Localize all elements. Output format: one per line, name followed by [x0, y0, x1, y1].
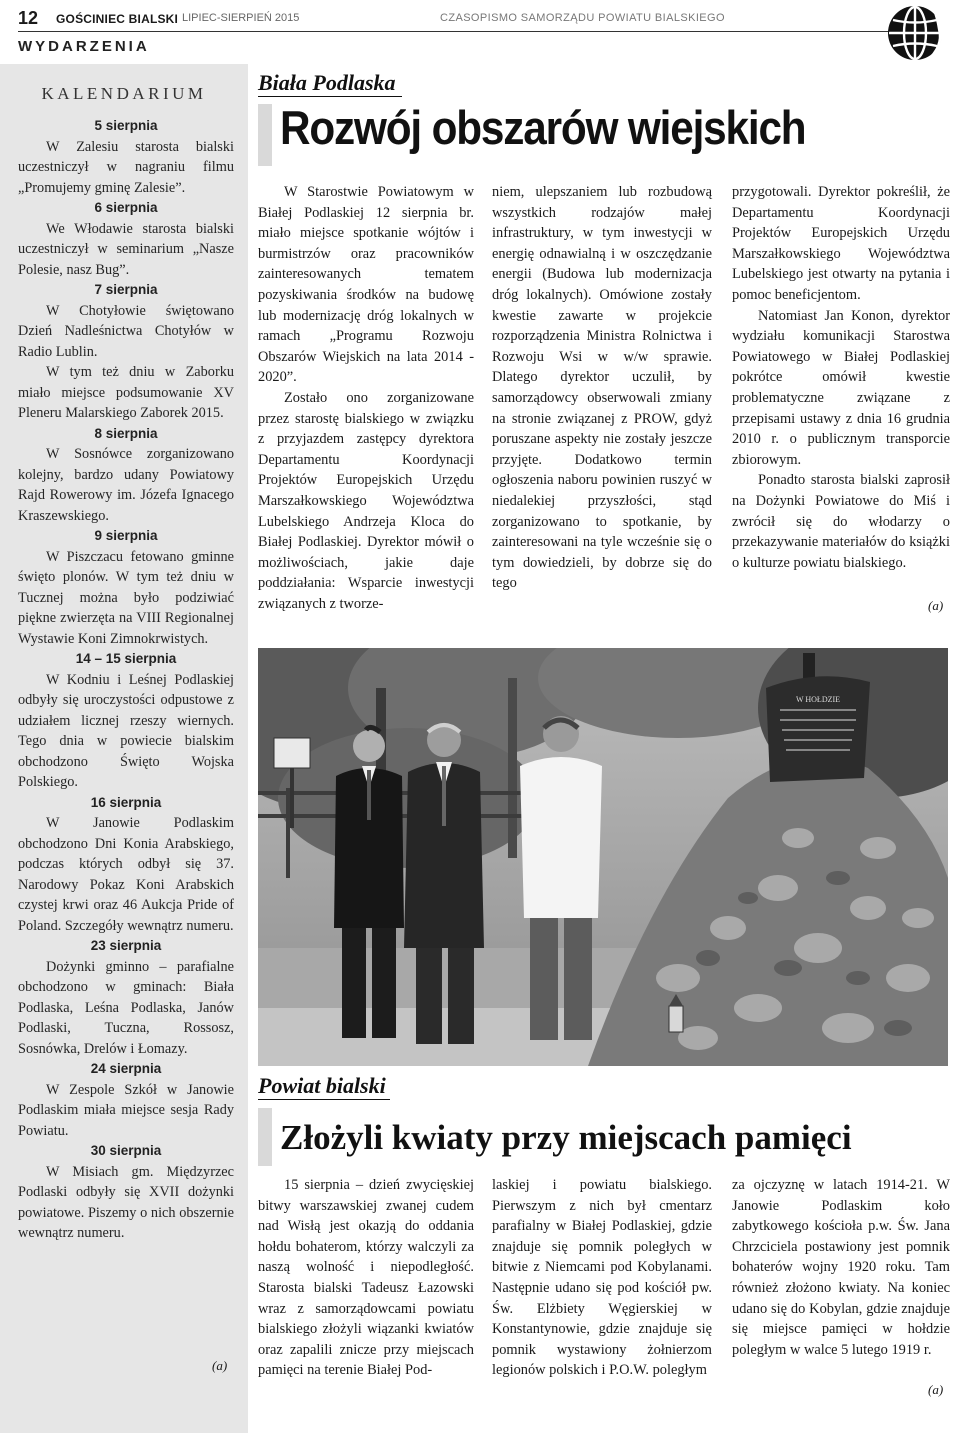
kalendarium-date: 16 sierpnia — [90, 794, 162, 810]
article1-signature: (a) — [928, 598, 944, 613]
article-paragraph: 15 sierpnia – dzień zwycięskiej bitwy warszawskiej zwanej cudem nad Wisłą jest okazją do oddania hołdu bohaterom, którzy walczyli za naszą wolność i niepodległość. Starosta bialski Tadeusz Łazowski wraz z samorządowcami powiatu bialskiego złożyli wiązanki kwiatów oraz zapalili znicze przy miejscach pamięci na terenie Białej Pod- — [258, 1177, 474, 1379]
kalendarium-entry-text: W Piszczacu fetowano gminne święto plonów. W tym też dniu w Tucznej można było podziwiać piękne zwierzęta na VIII Regionalnej Wystawie Koni Zimnokrwistych. — [18, 548, 234, 647]
article2-headline: Złożyli kwiaty przy miejscach pamięci — [280, 1118, 852, 1157]
kalendarium-date: 9 sierpnia — [94, 528, 158, 543]
article1-kicker: Biała Podlaska — [258, 70, 396, 95]
article2-column-3 — [732, 1175, 950, 1360]
kalendarium-signature: (a) — [212, 1358, 228, 1373]
article-photo — [258, 648, 948, 1066]
kalendarium-date: 8 sierpnia — [94, 425, 158, 441]
kalendarium-date: 5 sierpnia — [94, 118, 158, 133]
kalendarium-entry-text: W Chotyłowie świętowano Dzień Nadleśnictwa Chotyłów w Radio Lublin. — [18, 302, 234, 360]
kalendarium-entry-text: W Misiach gm. Międzyrzec Podlaski odbyły się XVII dożynki powiatowe. Piszemy o nich obszernie wewnątrz numeru. — [18, 1163, 234, 1241]
article1-column-3 — [732, 182, 950, 573]
article-paragraph: Ponadto starosta bialski zaprosił na Dożynki Powiatowe do Miś i zwrócił się do włodarzy o przekazywanie materiałów do książki o kulturze powiatu bialskiego. — [732, 472, 950, 571]
article-paragraph: W Starostwie Powiatowym w Białej Podlaskiej 12 sierpnia br. miało miejsce spotkanie wójtów i burmistrzów oraz pracowników zainteresowanych tematem pozyskiwania środków na budowę lub modernizację dróg lokalnych w ramach „Programu Rozwoju Obszarów Wiejskich na lata 2014 - 2020”. — [258, 184, 474, 386]
kalendarium-date: 30 sierpnia — [90, 1143, 162, 1158]
kalendarium-title: KALENDARIUM — [41, 84, 207, 103]
article1-headline: Rozwój obszarów wiejskich — [280, 101, 806, 154]
article-paragraph: laskiej i powiatu bialskiego. Pierwszym z nich był cmentarz parafialny w Białej Podlaskiej, gdzie znajduje się pomnik poległych w bitwie z Niemcami pod Kobylanami. Następnie udano się pod kościół pw. Św. Elżbiety Węgierskiej w Konstantynowie, gdzie znajduje się pomnik wystawiony żołnierzom legionów polskich i P.O.W. poległym — [492, 1177, 712, 1379]
publication-tagline: CZASOPISMO SAMORZĄDU POWIATU BIALSKIEGO — [440, 12, 725, 24]
kalendarium-date: 6 sierpnia — [94, 200, 158, 215]
globe-logo-icon — [886, 2, 948, 64]
article1-kicker-rule — [258, 96, 402, 97]
article-paragraph: przygotowali. Dyrektor pokreślił, że Departamentu Koordynacji Projektów Europejskich Urzędu Marszałkowskiego Województwa Lubelskiego jest otwarty na pytania i pomoc beneficjentom. — [732, 184, 950, 303]
article1-column-1 — [258, 182, 474, 614]
kalendarium-entry-text: We Włodawie starosta bialski uczestniczył w seminarium „Nasze Polesie, nasz Bug”. — [18, 220, 234, 278]
article-paragraph: niem, ulepszaniem lub rozbudową wszystkich rodzajów małej infrastruktury, w tym inwestycji w energię odnawialną i w oszczędzanie energii (Budowa lub modernizacja dróg lokalnych). Omówione zostały kwestie zawarte w projekcie rozporządzenia Ministra Rolnictwa i Rozwoju Wsi w w/w sprawie. Dlatego dyrektor uczulił, by samorządowcy obserwowali zmiany na stronie związanej z PROW, gdyż poruszane aspekty nie zostały jeszcze przyjęte. Dodatkowo termin ogłoszenia naboru powinien ruszyć w niedalekiej przyszłości, stąd zorganizowano to spotkanie, by zainteresowani na tyle wcześnie się o tym dowiedzieli, by dobrze się do tego — [492, 184, 712, 592]
kalendarium-entries — [18, 116, 234, 1244]
kalendarium-entry-text: W Zalesiu starosta bialski uczestniczył w nagraniu filmu „Promujemy gminę Zalesie”. — [18, 138, 234, 196]
article1-headline-bar — [258, 104, 272, 166]
article-paragraph: za ojczyznę w latach 1914-21. W Janowie Podlaskim koło zabytkowego kościoła p.w. Św. Jana Chrzciciela postawiony jest pomnik bohaterów wojny 1920 roku. Tam również złożono kwiaty. Na koniec udano się do Kobylan, gdzie znajduje się miejsce pamięci w hołdzie poległym w walce 5 lutego 1919 r. — [732, 1177, 950, 1358]
kalendarium-entry-text: Dożynki gminno – parafialne obchodzono w gminach: Biała Podlaska, Leśna Podlaska, Janów Podlaski, Tuczna, Rossosz, Sosnówka, Drelów i Łomazy. — [18, 958, 234, 1057]
page-number: 12 — [18, 8, 39, 28]
publication-name: GOŚCINIEC BIALSKI — [56, 12, 179, 26]
page-header — [0, 0, 960, 60]
kalendarium-entry-text: W Kodniu i Leśnej Podlaskiej odbyły się uroczystości odpustowe z udziałem licznej rzeszy wiernych. Tego dnia w powiecie bialskim obchodzono Święto Wojska Polskiego. — [18, 671, 234, 790]
plaque-text: W HOŁDZIE — [795, 695, 841, 704]
kalendarium-date: 24 sierpnia — [90, 1061, 162, 1076]
kalendarium-entry-text: W tym też dniu w Zaborku miało miejsce podsumowanie XV Pleneru Malarskiego Zaborek 2015. — [18, 364, 234, 421]
article2-headline-bar — [258, 1108, 272, 1166]
article-paragraph: Natomiast Jan Konon, dyrektor wydziału komunikacji Starostwa Powiatowego w Białej Podlaskiej pokrótce omówił kwestie problematyczne związane z przepisami ustawy z dnia 16 grudnia 2010 r. o publicznym transporcie zbiorowym. — [732, 307, 950, 468]
kalendarium-sidebar — [0, 64, 248, 1433]
article2-kicker: Powiat bialski — [258, 1073, 386, 1098]
header-rule — [18, 31, 890, 32]
article2-kicker-rule — [258, 1099, 390, 1100]
kalendarium-entry-text: W Sosnówce zorganizowano kolejny, bardzo udany Powiatowy Rajd Rowerowy im. Józefa Ignacego Kraszewskiego. — [18, 446, 234, 524]
kalendarium-entry-text: W Zespole Szkół w Janowie Podlaskim miała miejsce sesja Rady Powiatu. — [18, 1081, 234, 1139]
kalendarium-date: 7 sierpnia — [94, 282, 158, 297]
article-paragraph: Zostało ono zorganizowane przez starostę bialskiego w związku z przyjazdem zastępcy dyrektora Departamentu Koordynacji Projektów Europejskich Urzędu Marszałkowskiego Województwa Lubelskiego Andrzeja Kloca do Białej Podlaskiej. Dyrektor mówił o możliwościach, jakie daje poddziałania: Wsparcie inwestycji związanych z tworze- — [258, 389, 474, 612]
article2-column-1 — [258, 1175, 474, 1381]
kalendarium-date: 14 – 15 sierpnia — [75, 651, 177, 666]
article1-column-2 — [492, 182, 712, 594]
article2-signature: (a) — [928, 1382, 944, 1397]
kalendarium-entry-text: W Janowie Podlaskim obchodzono Dni Konia Arabskiego, podczas których odbył się 37. Narodowy Pokaz Koni Arabskich czystej krwi oraz 46 Aukcja Pride of Poland. Szczegóły wewnątrz numeru. — [18, 815, 234, 934]
article2-column-2 — [492, 1175, 712, 1381]
section-label: WYDARZENIA — [18, 38, 150, 55]
kalendarium-date: 23 sierpnia — [90, 938, 162, 953]
issue-date: LIPIEC-SIERPIEŃ 2015 — [182, 12, 300, 24]
